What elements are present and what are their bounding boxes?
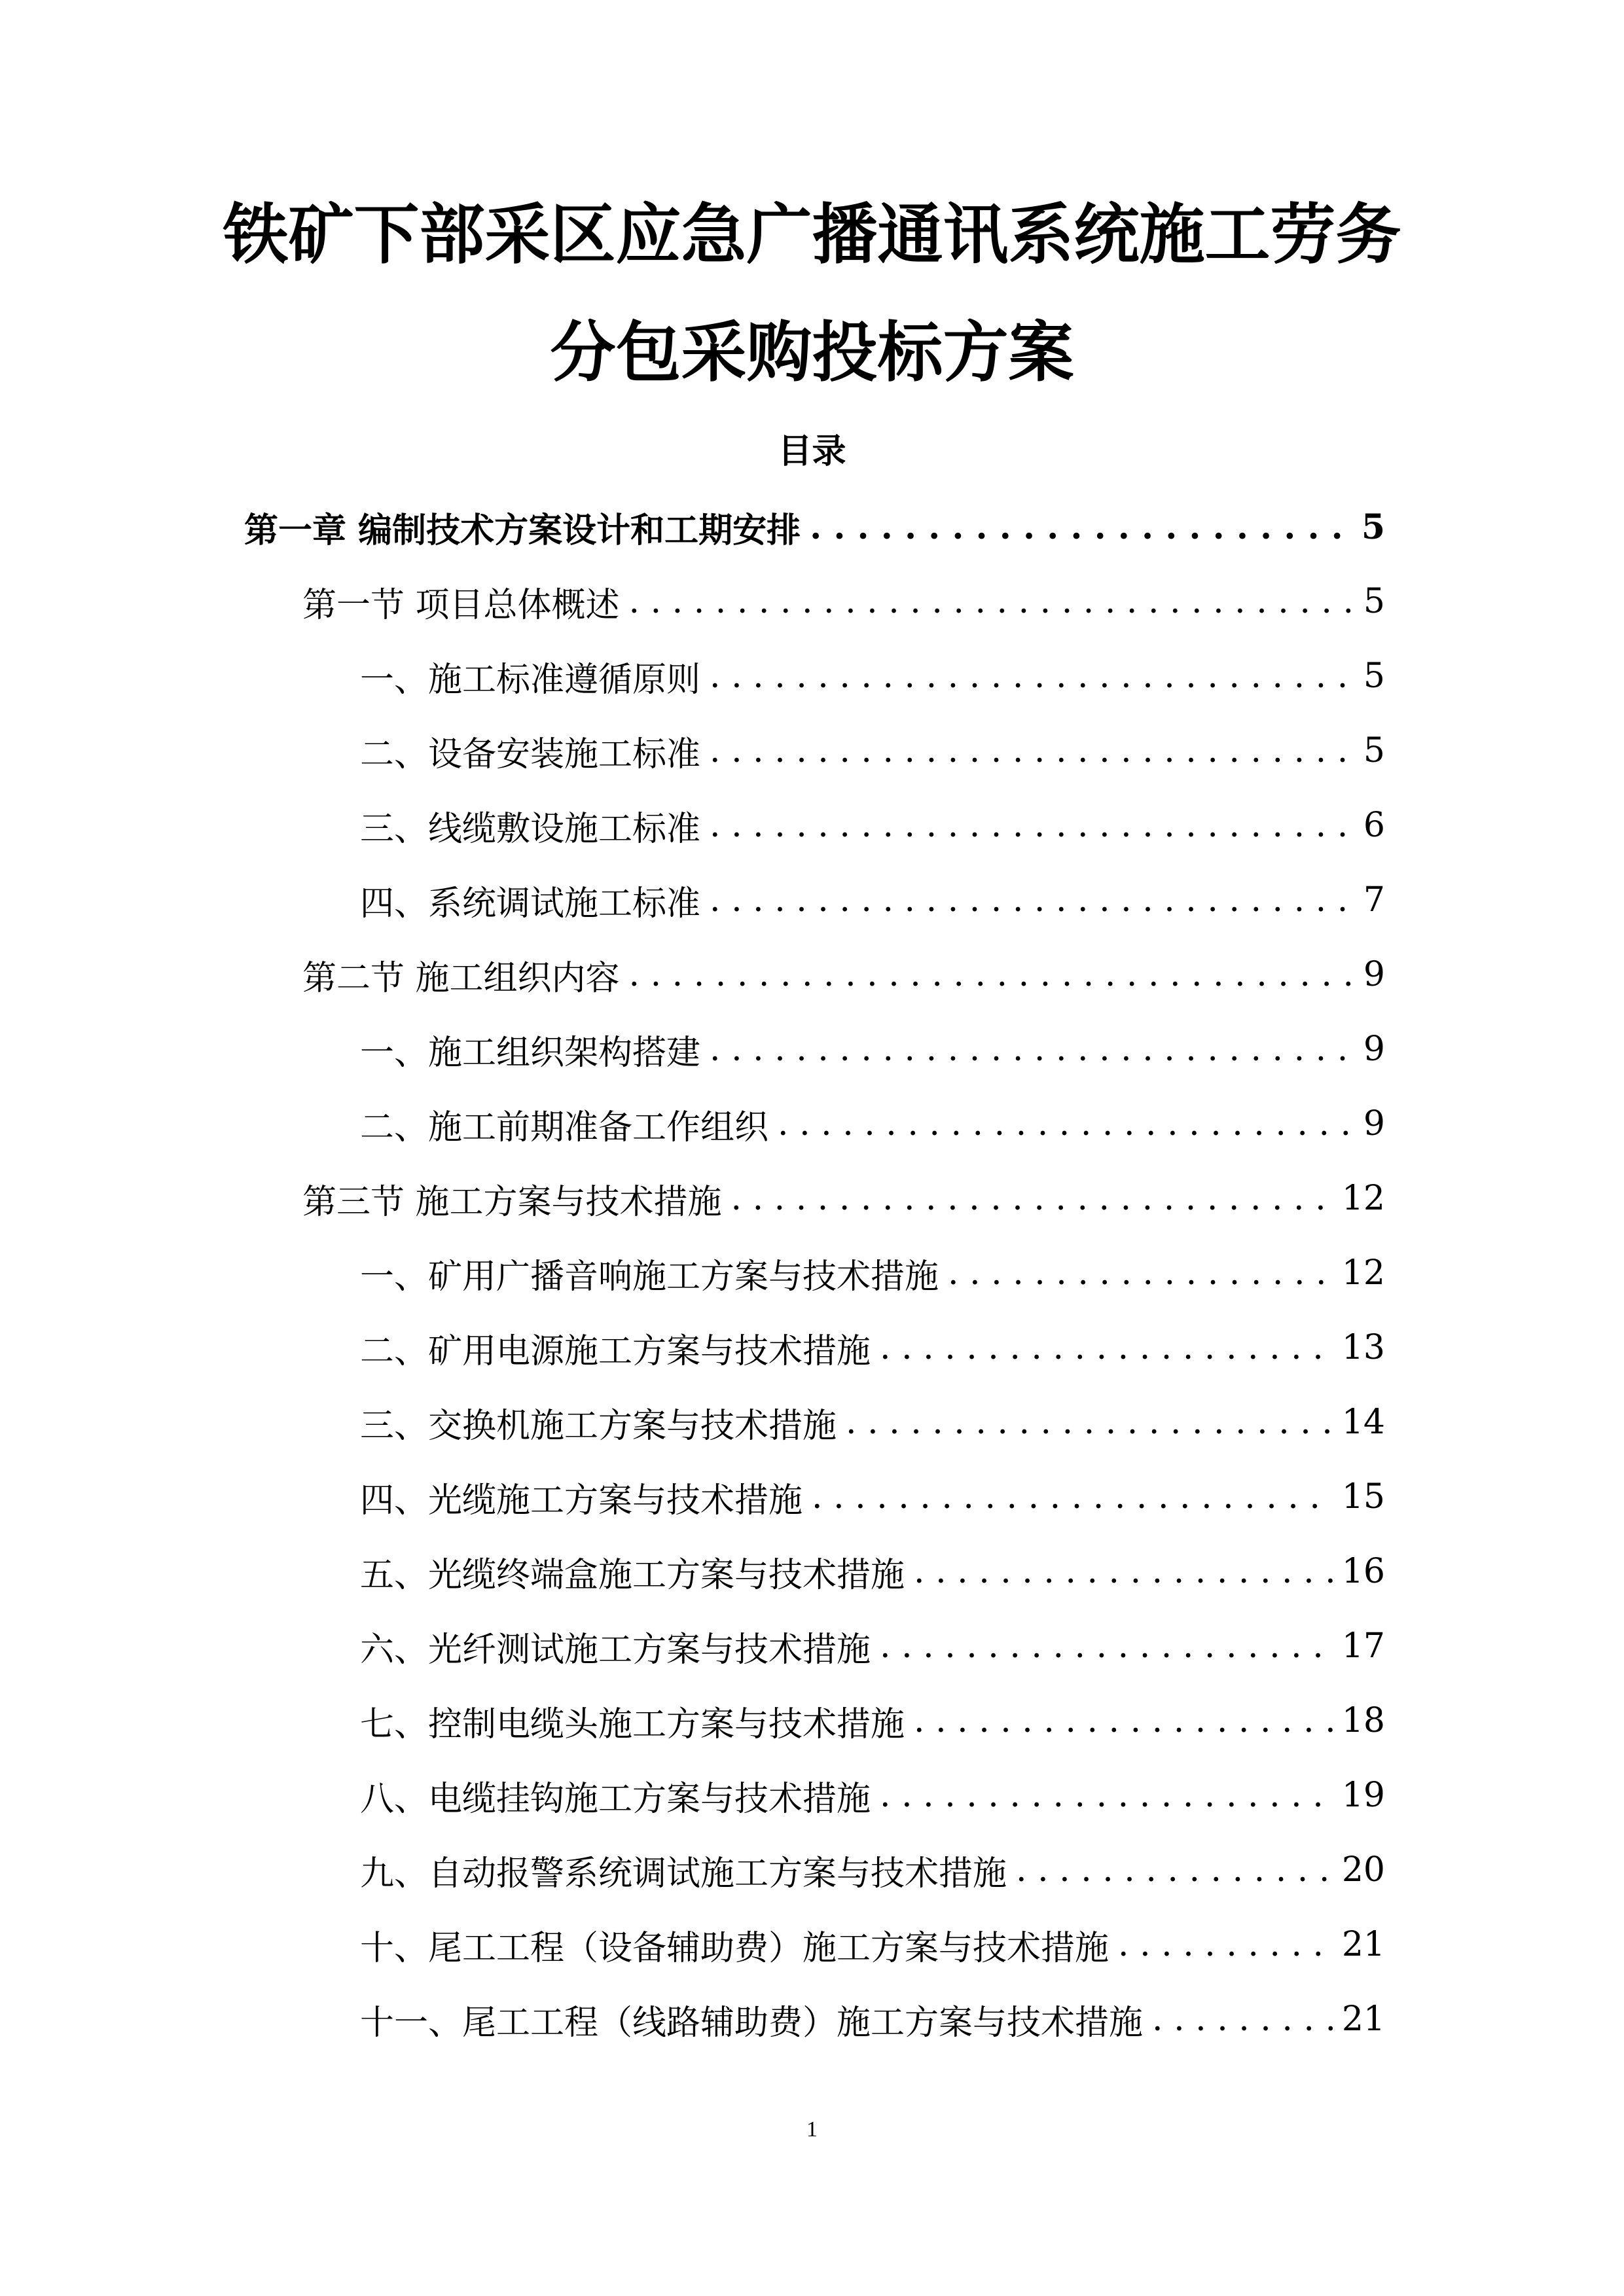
toc-dot-leader [948, 1253, 1333, 1293]
toc-entry-title: 第三节 施工方案与技术措施 [302, 1182, 722, 1222]
toc-entry-title: 第一章 编制技术方案设计和工期安排 [244, 510, 801, 550]
toc-entry-page: 5 [1361, 507, 1385, 547]
toc-entry[interactable] [360, 877, 1385, 923]
toc-dot-leader [710, 656, 1354, 696]
toc-dot-leader [710, 806, 1354, 845]
toc-entry[interactable] [360, 1847, 1385, 1893]
toc-entry[interactable] [302, 1175, 1385, 1221]
toc-entry[interactable] [360, 728, 1385, 774]
toc-entry[interactable] [244, 504, 1385, 550]
toc-dot-leader [629, 582, 1354, 621]
document-title-line-1: 铁矿下部采区应急广播通讯系统施工劳务 [223, 196, 1401, 273]
toc-dot-leader [812, 1477, 1333, 1516]
toc-entry[interactable] [360, 1698, 1385, 1744]
toc-entry[interactable] [360, 1474, 1385, 1520]
toc-entry-page: 9 [1363, 1030, 1385, 1069]
toc-dot-leader [710, 731, 1354, 770]
toc-dot-leader [914, 1552, 1333, 1591]
toc-entry-page: 5 [1363, 582, 1385, 621]
toc-dot-leader [778, 1104, 1354, 1143]
toc-entry-title: 六、光纤测试施工方案与技术措施 [360, 1630, 871, 1670]
toc-entry-page: 5 [1363, 731, 1385, 770]
toc-entry-title: 四、系统调试施工标准 [360, 884, 701, 924]
toc-entry-page: 12 [1341, 1179, 1385, 1218]
toc-dot-leader [880, 1776, 1333, 1815]
toc-entry-page: 21 [1341, 1925, 1385, 1964]
toc-entry-title: 一、施工标准遵循原则 [360, 660, 701, 700]
toc-dot-leader [880, 1328, 1333, 1367]
toc-entry-title: 二、矿用电源施工方案与技术措施 [360, 1331, 871, 1371]
toc-dot-leader [731, 1179, 1333, 1218]
toc-entry-page: 16 [1341, 1552, 1385, 1591]
toc-entry-page: 21 [1341, 2000, 1385, 2039]
toc-entry[interactable] [360, 802, 1385, 848]
toc-entry-page: 13 [1341, 1328, 1385, 1367]
toc-entry-page: 9 [1363, 1104, 1385, 1143]
toc-dot-leader [629, 955, 1354, 994]
toc-entry-title: 第一节 项目总体概述 [302, 585, 620, 625]
toc-dot-leader [880, 1626, 1333, 1666]
toc-entry-title: 一、矿用广播音响施工方案与技术措施 [360, 1257, 939, 1297]
toc-entry-title: 十、尾工工程（设备辅助费）施工方案与技术措施 [360, 1928, 1110, 1968]
toc-entry-title: 三、线缆敷设施工标准 [360, 809, 701, 849]
toc-entry-page: 14 [1341, 1403, 1385, 1442]
toc-entry[interactable] [302, 952, 1385, 997]
toc-entry-page: 17 [1341, 1626, 1385, 1666]
toc-entry-page: 6 [1363, 806, 1385, 845]
toc-entry-title: 二、施工前期准备工作组织 [360, 1107, 769, 1147]
toc-entry[interactable] [360, 1922, 1385, 1967]
toc-entry[interactable] [360, 653, 1385, 699]
toc-entry[interactable] [360, 1026, 1385, 1072]
toc-entry-title: 五、光缆终端盒施工方案与技术措施 [360, 1555, 905, 1595]
toc-entry-page: 15 [1341, 1477, 1385, 1516]
toc-entry[interactable] [360, 1325, 1385, 1371]
toc-dot-leader [710, 1030, 1354, 1069]
toc-entry[interactable] [360, 1549, 1385, 1594]
toc-entry-title: 四、光缆施工方案与技术措施 [360, 1480, 803, 1520]
toc-entry[interactable] [360, 1772, 1385, 1818]
toc-entry[interactable] [360, 1399, 1385, 1445]
toc-entry-page: 20 [1341, 1850, 1385, 1890]
toc-entry-title: 二、设备安装施工标准 [360, 734, 701, 774]
toc-entry[interactable] [360, 1996, 1385, 2042]
toc-dot-leader [846, 1403, 1333, 1442]
toc-entry-page: 18 [1341, 1701, 1385, 1740]
page-number: 1 [806, 2117, 818, 2142]
toc-dot-leader [1152, 2000, 1333, 2039]
toc-dot-leader [1118, 1925, 1333, 1964]
toc-entry[interactable] [360, 1101, 1385, 1147]
toc-entry-title: 十一、尾工工程（线路辅助费）施工方案与技术措施 [360, 2003, 1144, 2043]
toc-dot-leader [914, 1701, 1333, 1740]
toc-entry[interactable] [302, 579, 1385, 624]
toc-dot-leader [810, 507, 1352, 547]
toc-entry[interactable] [360, 1250, 1385, 1296]
toc-entry-page: 12 [1341, 1253, 1385, 1293]
toc-entry-title: 九、自动报警系统调试施工方案与技术措施 [360, 1854, 1007, 1893]
toc-dot-leader [710, 880, 1354, 920]
toc-entry-title: 七、控制电缆头施工方案与技术措施 [360, 1704, 905, 1744]
toc-heading: 目录 [778, 431, 846, 471]
toc-entry-title: 三、交换机施工方案与技术措施 [360, 1406, 837, 1446]
toc-entry[interactable] [360, 1623, 1385, 1669]
toc-entry-page: 9 [1363, 955, 1385, 994]
toc-dot-leader [1016, 1850, 1333, 1890]
toc-entry-page: 7 [1363, 880, 1385, 920]
toc-entry-page: 19 [1341, 1776, 1385, 1815]
toc-entry-title: 第二节 施工组织内容 [302, 958, 620, 998]
toc-entry-title: 八、电缆挂钩施工方案与技术措施 [360, 1779, 871, 1819]
document-title-line-2: 分包采购投标方案 [550, 314, 1074, 391]
toc-entry-title: 一、施工组织架构搭建 [360, 1033, 701, 1073]
toc-entry-page: 5 [1363, 656, 1385, 696]
